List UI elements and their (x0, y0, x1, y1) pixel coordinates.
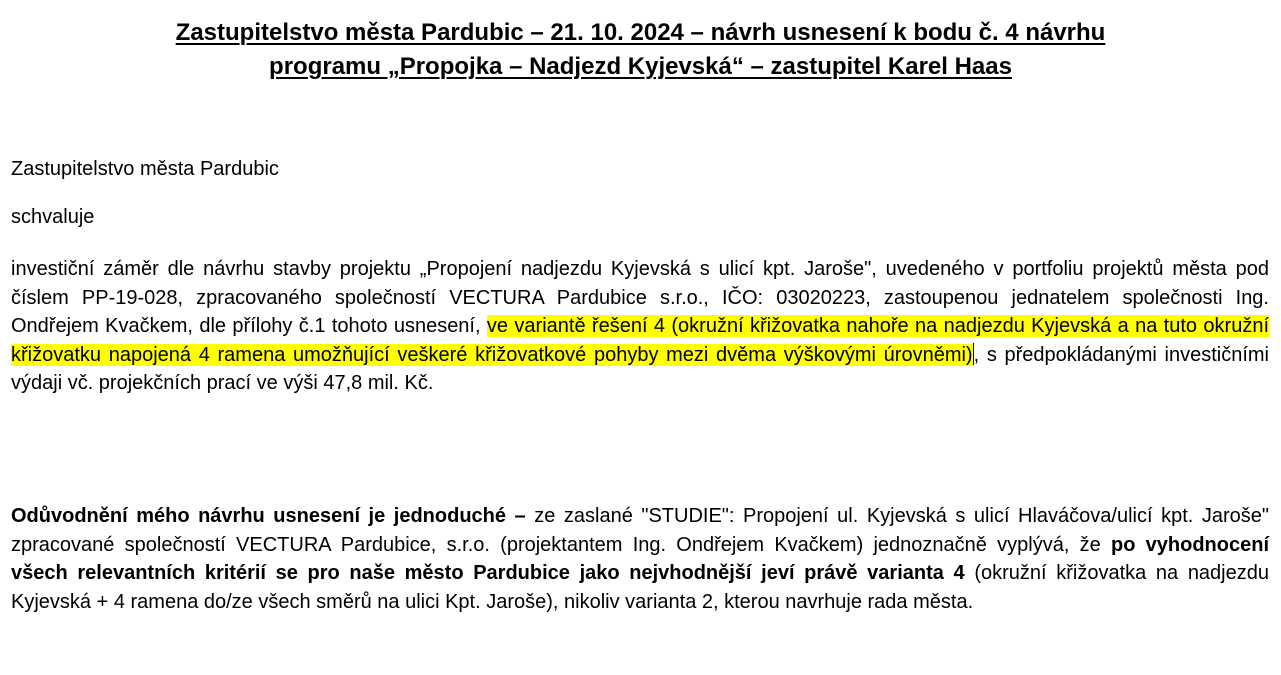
title-line-2: programu „Propojka – Nadjezd Kyjevská“ – zastupitel Karel Haas (269, 53, 1012, 80)
title-line-1: Zastupitelstvo města Pardubic – 21. 10. 2024 – návrh usnesení k bodu č. 4 návrhu (175, 19, 1106, 46)
document-title (40, 16, 1241, 84)
justification-bold-intro: Odůvodnění mého návrhu usnesení je jednoduché – (11, 505, 526, 527)
justification-text-2: (okružní křižovatka na nadjezdu Kyjevská + 4 ramena do/ze všech směrů na ulici Kpt. Jaroše), nikoliv varianta 2, kterou navrhuje rada města. (11, 562, 1269, 613)
justification-bold-conclusion: po vyhodnocení všech relevantních kritérií se pro naše město Pardubice jako nejvhodnější jeví právě varianta 4 (11, 533, 1270, 584)
resolution-part-2: , s předpokládanými investičními výdaji vč. projekčních prací ve výši 47,8 mil. Kč. (11, 343, 1269, 394)
organ-name: Zastupitelstvo města Pardubic (11, 158, 279, 180)
resolution-part-1: investiční záměr dle návrhu stavby projektu „Propojení nadjezdu Kyjevská s ulicí kpt. Jaroše", uvedeného v portfoliu projektů města pod číslem PP-19-028, zpracovaného společností VECTURA Pardubice s.r.o., IČO: 03020223, zastoupenou jednatelem společnosti Ing. Ondřejem Kvačkem, dle přílohy č.1 tohoto usnesení, (11, 258, 1269, 337)
justification-text (11, 502, 1269, 616)
resolution-text (11, 255, 1269, 398)
justification-text-1: ze zaslané "STUDIE": Propojení ul. Kyjevská s ulicí Hlaváčova/ulicí kpt. Jaroše" zpracované společností VECTURA Pardubice, s.r.o. (projektantem Ing. Ondřejem Kvačkem) jednoznačně vyplývá, že (11, 505, 1269, 556)
resolution-highlighted-variant: ve variantě řešení 4 (okružní křižovatka nahoře na nadjezdu Kyjevská a na tuto okružní křižovatku napojená 4 ramena umožňující veškeré křižovatkové pohyby mezi dvěma výškovými úrovněmi) (11, 315, 1269, 366)
resolution-verb: schvaluje (11, 206, 95, 228)
